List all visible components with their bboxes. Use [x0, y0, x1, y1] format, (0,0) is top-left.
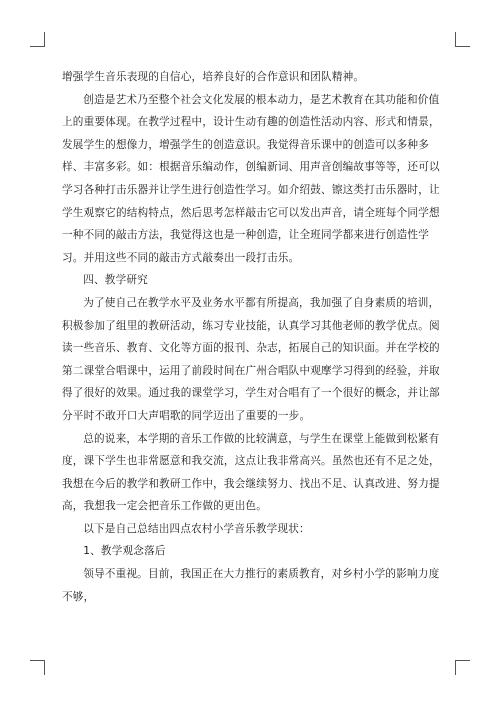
crop-mark-top-right: [455, 32, 470, 47]
subheading-1: 1、教学观念落后: [83, 545, 166, 558]
paragraph-4: 总的说来，本学期的音乐工作做的比较满意，与学生在课堂上能做到松紧有度，课下学生也非常愿意和我交流，这点让我非常高兴。虽然也还有不足之处，我想在今后的教学和教研工作中，我会继续努力、找出不足、认真改进、努力提高，我想我一定会把音乐工作做的更出色。: [62, 432, 440, 513]
paragraph-1: 增强学生音乐表现的自信心，培养良好的合作意识和团队精神。: [62, 71, 365, 83]
paragraph-3: 为了使自己在教学水平及业务水平都有所提高，我加强了自身素质的培训，积极参加了组里的教研活动，练习专业技能，认真学习其他老师的教学优点。阅读一些音乐、教育、文化等方面的报刊、杂志，拓展自己的知识面。并在学校的第二课堂合唱课中，运用了前段时间在广州合唱队中观摩学习得到的经验，并取得了很好的效果。通过我的课堂学习，学生对合唱有了一个很好的概念，并让部分平时不敢开口大声唱歌的同学迈出了重要的一步。: [62, 296, 440, 422]
crop-mark-bottom-left: [30, 660, 45, 675]
crop-mark-top-left: [30, 32, 45, 47]
section-heading-teaching-research: 四、教学研究: [83, 274, 148, 287]
document-body: [62, 66, 442, 608]
crop-mark-bottom-right: [455, 660, 470, 675]
paragraph-6: 领导不重视。目前，我国正在大力推行的素质教育，对乡村小学的影响力度不够，: [62, 568, 440, 603]
paragraph-5: 以下是自己总结出四点农村小学音乐教学现状：: [83, 522, 310, 535]
paragraph-2: 创造是艺术乃至整个社会文化发展的根本动力，是艺术教育在其功能和价值上的重要体现。在教学过程中，设计生动有趣的创造性活动内容、形式和情景，发展学生的想像力，增强学生的创造意识。我觉得音乐课中的创造可以多种多样、丰富多彩。如：根据音乐编动作，创编新词、用声音创编故事等等，还可以学习各种打击乐器并让学生进行创造性学习。如介绍鼓、镲这类打击乐器时，让学生观察它的结构特点，然后思考怎样敲击它可以发出声音，请全班每个同学想一种不同的敲击方法，我觉得这也是一种创造，让全班同学都来进行创造性学习。并用这些不同的敲击方式敲奏出一段打击乐。: [62, 93, 440, 264]
